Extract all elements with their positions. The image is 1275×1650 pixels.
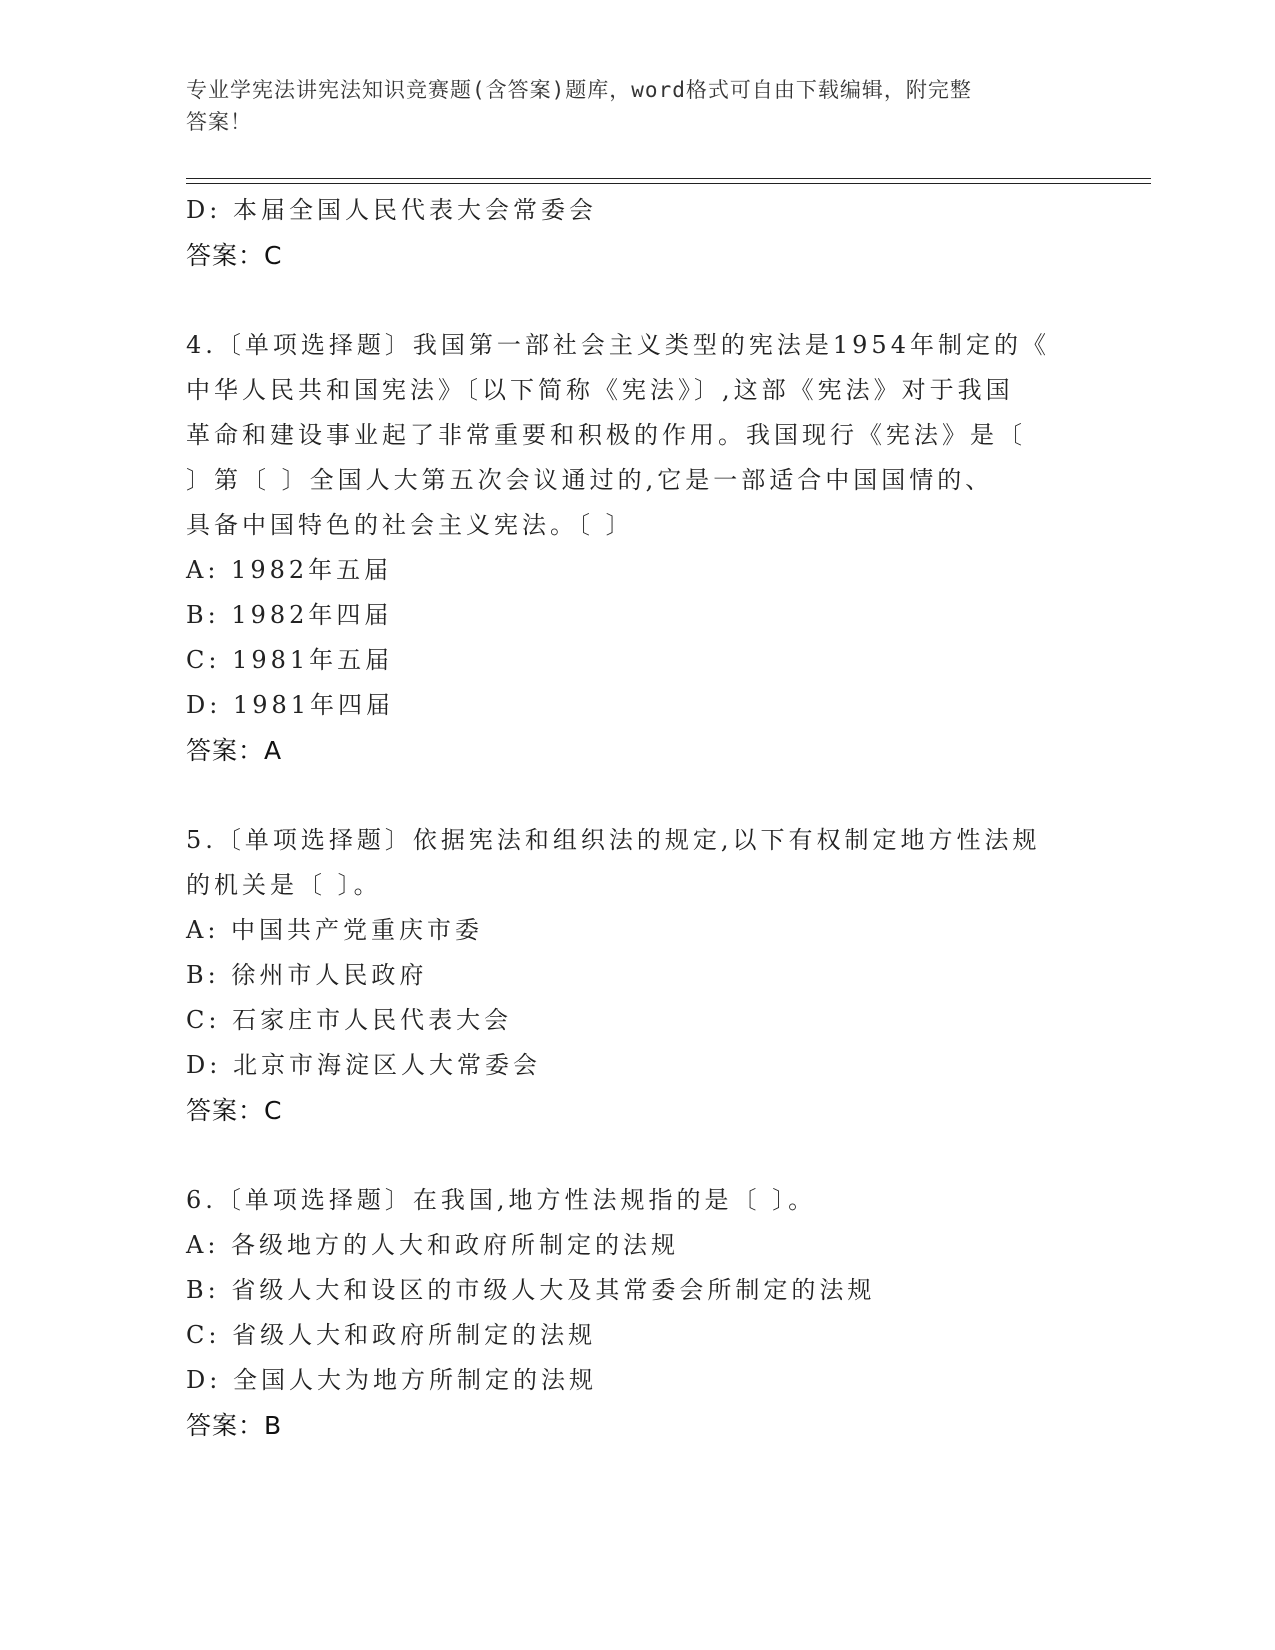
header-line-1: 专业学宪法讲宪法知识竞赛题(含答案)题库，word格式可自由下载编辑，附完整: [186, 78, 972, 102]
question-stem-line: 〕第〔 〕全国人大第五次会议通过的,它是一部适合中国国情的、: [186, 466, 994, 494]
answer-line: 答案：C: [186, 1096, 283, 1125]
question-stem-line: 4.〔单项选择题〕我国第一部社会主义类型的宪法是1954年制定的《: [186, 331, 1050, 359]
option-c: C: 1981年五届: [186, 646, 394, 674]
question-6: [186, 1178, 1086, 1448]
question-stem-line: 的机关是〔 〕。: [186, 871, 382, 899]
option-d: D: 全国人大为地方所制定的法规: [186, 1366, 597, 1394]
option-c: C: 石家庄市人民代表大会: [186, 1006, 513, 1034]
option-b: B: 省级人大和设区的市级人大及其常委会所制定的法规: [186, 1276, 876, 1304]
header-rule-top: [186, 178, 1151, 179]
spacer: [186, 1133, 1086, 1178]
spacer: [186, 278, 1086, 323]
previous-question-tail: [186, 188, 1086, 278]
option-d: D: 1981年四届: [186, 691, 395, 719]
option-a: A: 1982年五届: [186, 556, 393, 584]
option-d: D: 北京市海淀区人大常委会: [186, 1051, 541, 1079]
question-stem-line: 中华人民共和国宪法》〔以下简称《宪法》〕,这部《宪法》对于我国: [186, 376, 1014, 404]
option-d: D: 本届全国人民代表大会常委会: [186, 196, 597, 224]
answer-line: 答案：A: [186, 736, 283, 765]
option-c: C: 省级人大和政府所制定的法规: [186, 1321, 597, 1349]
option-a: A: 各级地方的人大和政府所制定的法规: [186, 1231, 680, 1259]
question-4: [186, 323, 1086, 773]
option-a: A: 中国共产党重庆市委: [186, 916, 484, 944]
option-b: B: 1982年四届: [186, 601, 393, 629]
question-stem-line: 革命和建设事业起了非常重要和积极的作用。我国现行《宪法》是〔: [186, 421, 1026, 449]
answer-line: 答案：B: [186, 1411, 283, 1440]
header-rule-bottom: [186, 183, 1151, 184]
question-5: [186, 818, 1086, 1133]
document-header: [186, 74, 1086, 138]
header-line-2: 答案！: [186, 110, 252, 134]
answer-line: 答案：C: [186, 241, 283, 270]
question-stem-line: 5.〔单项选择题〕依据宪法和组织法的规定,以下有权制定地方性法规: [186, 826, 1041, 854]
option-b: B: 徐州市人民政府: [186, 961, 428, 989]
question-list: [186, 188, 1086, 1448]
question-stem-line: 6.〔单项选择题〕在我国,地方性法规指的是〔 〕。: [186, 1186, 817, 1214]
question-stem-line: 具备中国特色的社会主义宪法。〔 〕: [186, 511, 634, 539]
spacer: [186, 773, 1086, 818]
